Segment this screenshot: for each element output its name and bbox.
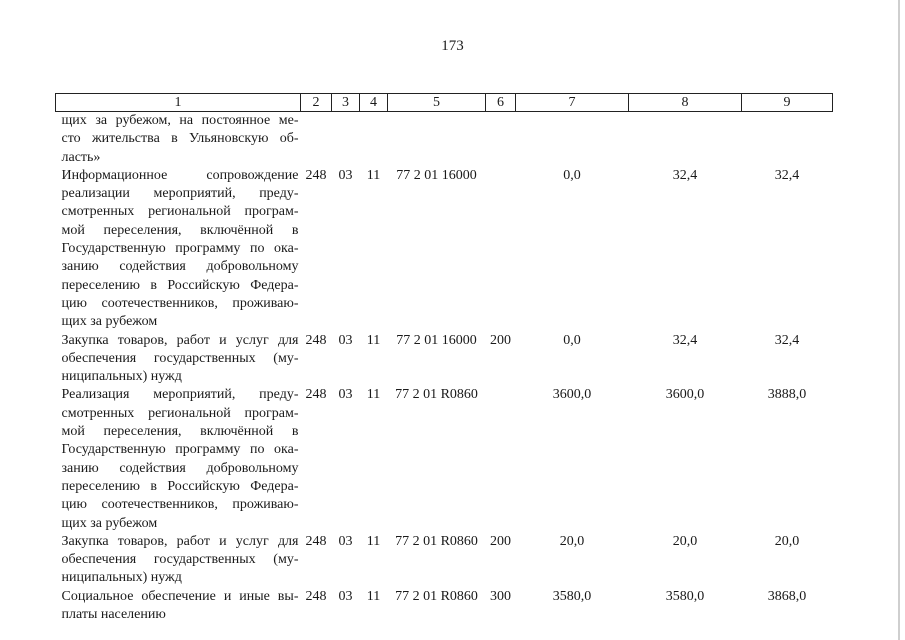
expense-type-cell: 200 — [490, 332, 511, 348]
amount-col-7-cell: 3580,0 — [552, 588, 592, 604]
row-name-line: сто жительства в Ульяновскую об- — [61, 131, 299, 147]
column-header: 6 — [486, 94, 516, 112]
row-name-line: занию содействия добровольному — [61, 259, 299, 275]
target-article-cell: 77 2 01 R0860 — [395, 588, 478, 604]
row-name-line: занию содействия добровольному — [61, 460, 299, 476]
amount-col-7-cell: 20,0 — [559, 533, 585, 549]
row-name-line: Государственную программу по ока- — [61, 442, 299, 458]
column-header: 9 — [742, 94, 833, 112]
amount-col-8-cell: 3580,0 — [665, 588, 705, 604]
expense-type-cell — [486, 167, 516, 332]
row-name-line: Государственную программу по ока- — [61, 241, 299, 257]
row-name-line: щих за рубежом — [61, 314, 158, 330]
row-name-line: Закупка товаров, работ и услуг для — [61, 332, 299, 348]
subsection-code-cell: 11 — [366, 533, 381, 549]
row-name — [56, 167, 301, 332]
header-row — [56, 94, 833, 112]
row-name-line: обеспечения государственных (му- — [61, 552, 299, 568]
row-name-line: переселению в Российскую Федера- — [61, 277, 299, 293]
amount-col-7-cell: 3600,0 — [552, 387, 592, 403]
target-article-cell: 77 2 01 R0860 — [395, 387, 478, 403]
amount-col-7-cell — [516, 112, 629, 167]
row-name-line: мой переселения, включённой в — [61, 424, 299, 440]
row-name — [56, 386, 301, 532]
amount-col-9-cell — [742, 112, 833, 167]
admin-code-cell: 248 — [305, 588, 327, 604]
amount-col-9-cell: 3888,0 — [767, 387, 807, 403]
row-name-line: мой переселения, включённой в — [61, 222, 299, 238]
row-name-line: Информационное сопровождение — [61, 167, 299, 183]
section-code-cell — [332, 112, 360, 167]
table-row — [56, 167, 833, 332]
section-code-cell: 03 — [338, 588, 353, 604]
column-header: 8 — [629, 94, 742, 112]
row-name-line: щих за рубежом — [61, 515, 158, 531]
row-name-line: ниципальных) нужд — [61, 369, 182, 385]
table-row — [56, 332, 833, 387]
amount-col-9-cell: 3868,0 — [767, 588, 807, 604]
column-header: 1 — [56, 94, 301, 112]
row-name-line: смотренных региональной програм- — [61, 405, 299, 421]
target-article-cell: 77 2 01 16000 — [396, 167, 477, 183]
row-name-line: реализации мероприятий, преду- — [61, 186, 299, 202]
amount-col-8-cell: 32,4 — [672, 332, 698, 348]
row-name-line: смотренных региональной програм- — [61, 204, 299, 220]
admin-code-cell — [301, 112, 332, 167]
expense-type-cell — [486, 386, 516, 532]
admin-code-cell: 248 — [305, 167, 327, 183]
amount-col-7-cell: 0,0 — [563, 167, 581, 183]
table-body — [56, 112, 833, 625]
section-code-cell: 03 — [338, 387, 353, 403]
subsection-code-cell: 11 — [366, 387, 381, 403]
amount-col-8-cell — [629, 112, 742, 167]
target-article-cell — [388, 112, 486, 167]
amount-col-8-cell: 20,0 — [672, 533, 698, 549]
amount-col-9-cell: 32,4 — [774, 332, 800, 348]
page-edge — [898, 0, 900, 640]
table-row — [56, 386, 833, 532]
expense-type-cell — [486, 112, 516, 167]
column-header: 4 — [360, 94, 388, 112]
amount-col-8-cell: 3600,0 — [665, 387, 705, 403]
row-name-line: Социальное обеспечение и иные вы- — [61, 588, 299, 604]
row-name-line: ниципальных) нужд — [61, 570, 182, 586]
admin-code-cell: 248 — [305, 332, 327, 348]
row-name — [56, 588, 301, 625]
admin-code-cell: 248 — [305, 387, 327, 403]
row-name — [56, 112, 301, 167]
section-code-cell: 03 — [338, 533, 353, 549]
row-name-line: платы населению — [61, 607, 166, 623]
row-name-line: переселению в Российскую Федера- — [61, 478, 299, 494]
row-name — [56, 533, 301, 588]
target-article-cell: 77 2 01 R0860 — [395, 533, 478, 549]
target-article-cell: 77 2 01 16000 — [396, 332, 477, 348]
row-name-line: цию соотечественников, проживаю- — [61, 295, 299, 311]
amount-col-8-cell: 32,4 — [672, 167, 698, 183]
subsection-code-cell — [360, 112, 388, 167]
row-name — [56, 332, 301, 387]
table-row — [56, 588, 833, 625]
section-code-cell: 03 — [338, 332, 353, 348]
column-header: 7 — [516, 94, 629, 112]
page-number: 173 — [441, 38, 464, 54]
admin-code-cell: 248 — [305, 533, 327, 549]
expense-type-cell: 300 — [490, 588, 511, 604]
row-name-line: щих за рубежом, на постоянное ме- — [61, 113, 299, 128]
row-name-line: цию соотечественников, проживаю- — [61, 497, 299, 513]
budget-table — [55, 93, 833, 624]
row-name-line: обеспечения государственных (му- — [61, 350, 299, 366]
amount-col-9-cell: 20,0 — [774, 533, 800, 549]
table-row — [56, 533, 833, 588]
amount-col-9-cell: 32,4 — [774, 167, 800, 183]
column-header: 3 — [332, 94, 360, 112]
row-name-line: Закупка товаров, работ и услуг для — [61, 533, 299, 549]
row-name-line: ласть» — [61, 149, 101, 165]
subsection-code-cell: 11 — [366, 167, 381, 183]
amount-col-7-cell: 0,0 — [563, 332, 581, 348]
column-header: 5 — [388, 94, 486, 112]
expense-type-cell: 200 — [490, 533, 511, 549]
subsection-code-cell: 11 — [366, 588, 381, 604]
table-row — [56, 112, 833, 167]
column-header: 2 — [301, 94, 332, 112]
row-name-line: Реализация мероприятий, преду- — [61, 387, 299, 403]
subsection-code-cell: 11 — [366, 332, 381, 348]
section-code-cell: 03 — [338, 167, 353, 183]
